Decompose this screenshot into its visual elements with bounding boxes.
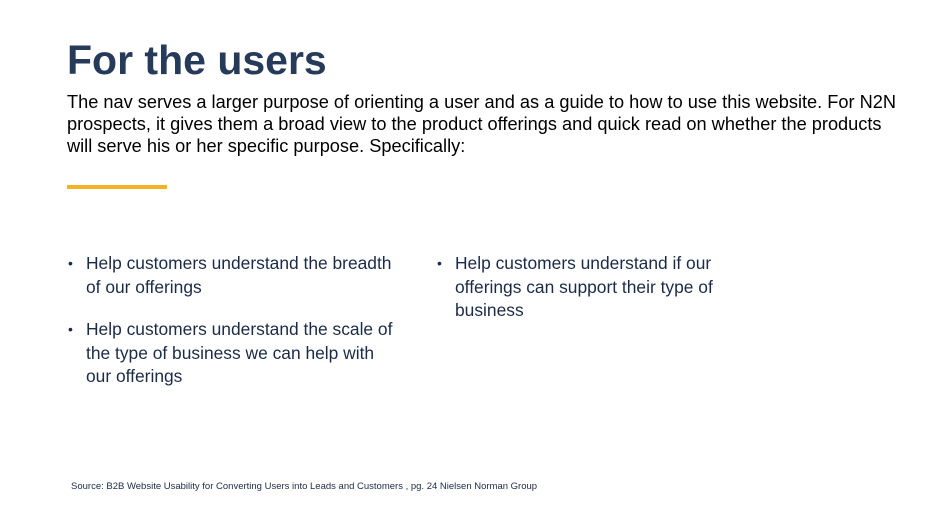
source-citation: Source: B2B Website Usability for Converting Users into Leads and Customers , pg. 24 Nielsen Norman Group (71, 481, 538, 492)
bullet-text: Help customers understand if our offerings can support their type of business (455, 253, 713, 320)
bullet-list-left (68, 252, 398, 408)
bullet-text: Help customers understand the scale of the type of business we can help with our offerings (86, 319, 393, 386)
bullet-text: Help customers understand the breadth of our offerings (86, 253, 392, 297)
bullet-icon: • (437, 255, 442, 271)
bullet-list-right (437, 252, 737, 342)
bullet-item (68, 318, 398, 389)
bullet-icon: • (68, 255, 73, 271)
page-title: For the users (67, 37, 327, 83)
intro-paragraph: The nav serves a larger purpose of orienting a user and as a guide to how to use this website. For N2N prospects, it gives them a broad view to the product offerings and quick read on whether the products will serve his or her specific purpose. Specifically: (67, 92, 896, 156)
bullet-item (437, 252, 737, 323)
accent-divider (67, 185, 167, 189)
bullet-icon: • (68, 321, 73, 337)
bullet-item (68, 252, 398, 299)
